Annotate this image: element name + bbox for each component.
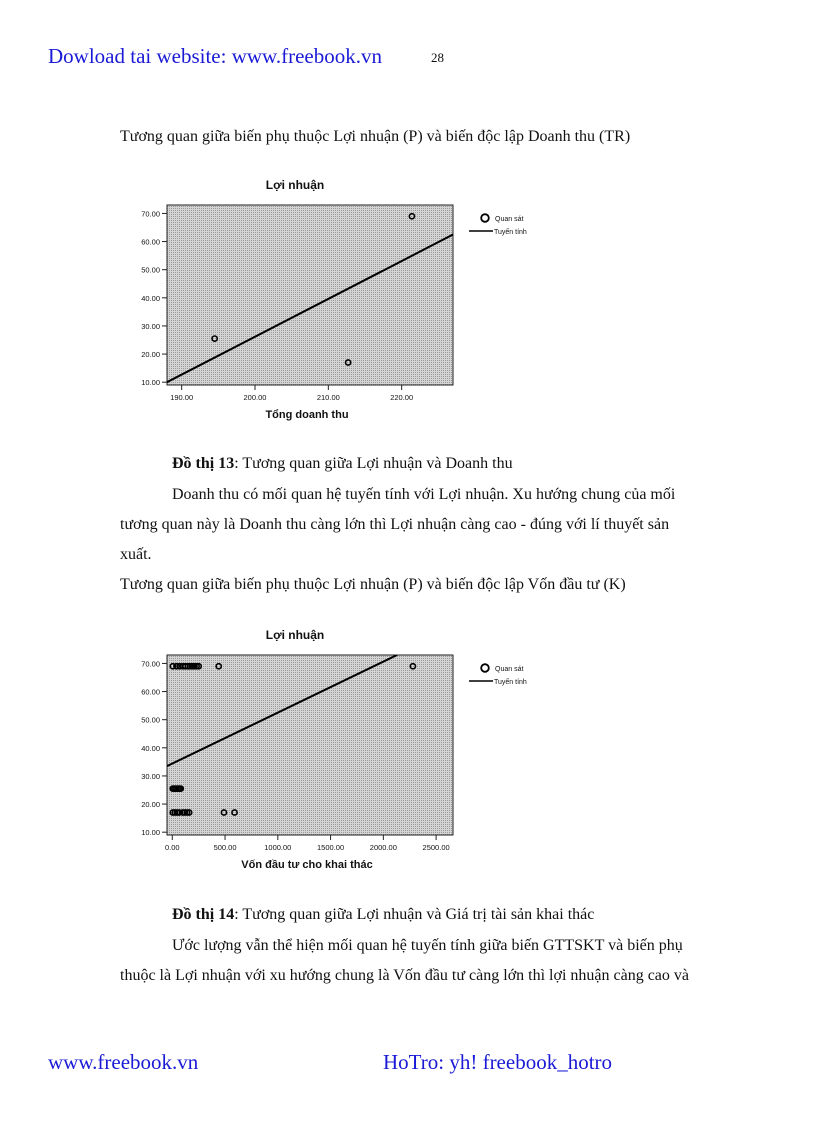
x-axis-label: Tổng doanh thu (265, 409, 349, 421)
y-tick-label: 60.00 (141, 237, 160, 247)
chart-13-svg (117, 162, 553, 444)
x-tick-label: 500.00 (213, 843, 237, 852)
x-tick-label: 220.00 (390, 393, 414, 402)
figure-13-text: : Tương quan giữa Lợi nhuận và Doanh thu (234, 455, 513, 472)
y-tick-label: 30.00 (141, 321, 160, 331)
y-tick-label: 70.00 (141, 659, 160, 669)
figure-14-caption (172, 906, 594, 924)
footer-support[interactable]: HoTro: yh! freebook_hotro (383, 1050, 613, 1074)
chart-title: Lợi nhuận (265, 178, 325, 192)
x-tick-label: 200.00 (243, 393, 267, 402)
figure-14-label: Đồ thị 14 (172, 906, 235, 923)
section3-line2: thuộc là Lợi nhuận với xu hướng chung là Vốn đầu tư càng lớn thì lợi nhuận càng cao và (120, 967, 690, 984)
section3-line1: Ước lượng vẫn thể hiện mối quan hệ tuyến tính giữa biến GTTSKT và biến phụ (172, 937, 683, 954)
page-number: 28 (431, 50, 444, 65)
chart-title: Lợi nhuận (265, 628, 325, 642)
y-tick-label: 50.00 (141, 265, 160, 275)
footer-website-link[interactable]: www.freebook.vn (48, 1050, 199, 1074)
chart-profit-vs-investment (117, 612, 553, 894)
x-tick-label: 1500.00 (317, 843, 345, 852)
figure-14-text: : Tương quan giữa Lợi nhuận và Giá trị tài sản khai thác (234, 906, 595, 923)
x-tick-label: 2500.00 (422, 843, 450, 852)
x-tick-label: 0.00 (164, 843, 180, 852)
chart-profit-vs-revenue (117, 162, 553, 444)
figure-13-caption (172, 455, 513, 473)
legend-label-linear: Tuyến tính (494, 229, 527, 236)
legend-label-observed: Quan sát (495, 216, 524, 223)
y-tick-label: 40.00 (141, 293, 160, 303)
x-axis-label: Vốn đầu tư cho khai thác (241, 859, 373, 871)
y-tick-label: 60.00 (141, 687, 160, 697)
section2-line3: xuất. (120, 546, 152, 563)
y-tick-label: 70.00 (141, 209, 160, 219)
legend-label-observed: Quan sát (495, 666, 524, 673)
plot-area (167, 205, 453, 385)
y-tick-label: 20.00 (141, 800, 160, 810)
figure-13-label: Đồ thị 13 (172, 455, 235, 472)
x-tick-label: 190.00 (170, 393, 194, 402)
section2-line2: tương quan này là Doanh thu càng lớn thì Lợi nhuận càng cao - đúng với lí thuyết sản (120, 516, 670, 533)
legend-label-linear: Tuyến tính (494, 679, 527, 686)
y-tick-label: 40.00 (141, 743, 160, 753)
section1-intro: Tương quan giữa biến phụ thuộc Lợi nhuận (P) và biến độc lập Doanh thu (TR) (120, 128, 631, 145)
y-tick-label: 30.00 (141, 771, 160, 781)
y-tick-label: 20.00 (141, 350, 160, 360)
y-tick-label: 10.00 (141, 828, 160, 838)
chart-14-svg (117, 612, 553, 894)
section2-line1: Doanh thu có mối quan hệ tuyến tính với Lợi nhuận. Xu hướng chung của mối (172, 486, 676, 503)
section2-intro: Tương quan giữa biến phụ thuộc Lợi nhuận (P) và biến độc lập Vốn đầu tư (K) (120, 576, 626, 593)
x-tick-label: 210.00 (316, 393, 340, 402)
y-tick-label: 50.00 (141, 715, 160, 725)
header-link[interactable]: Dowload tai website: www.freebook.vn (48, 44, 382, 68)
x-tick-label: 2000.00 (369, 843, 397, 852)
y-tick-label: 10.00 (141, 378, 160, 388)
x-tick-label: 1000.00 (264, 843, 292, 852)
